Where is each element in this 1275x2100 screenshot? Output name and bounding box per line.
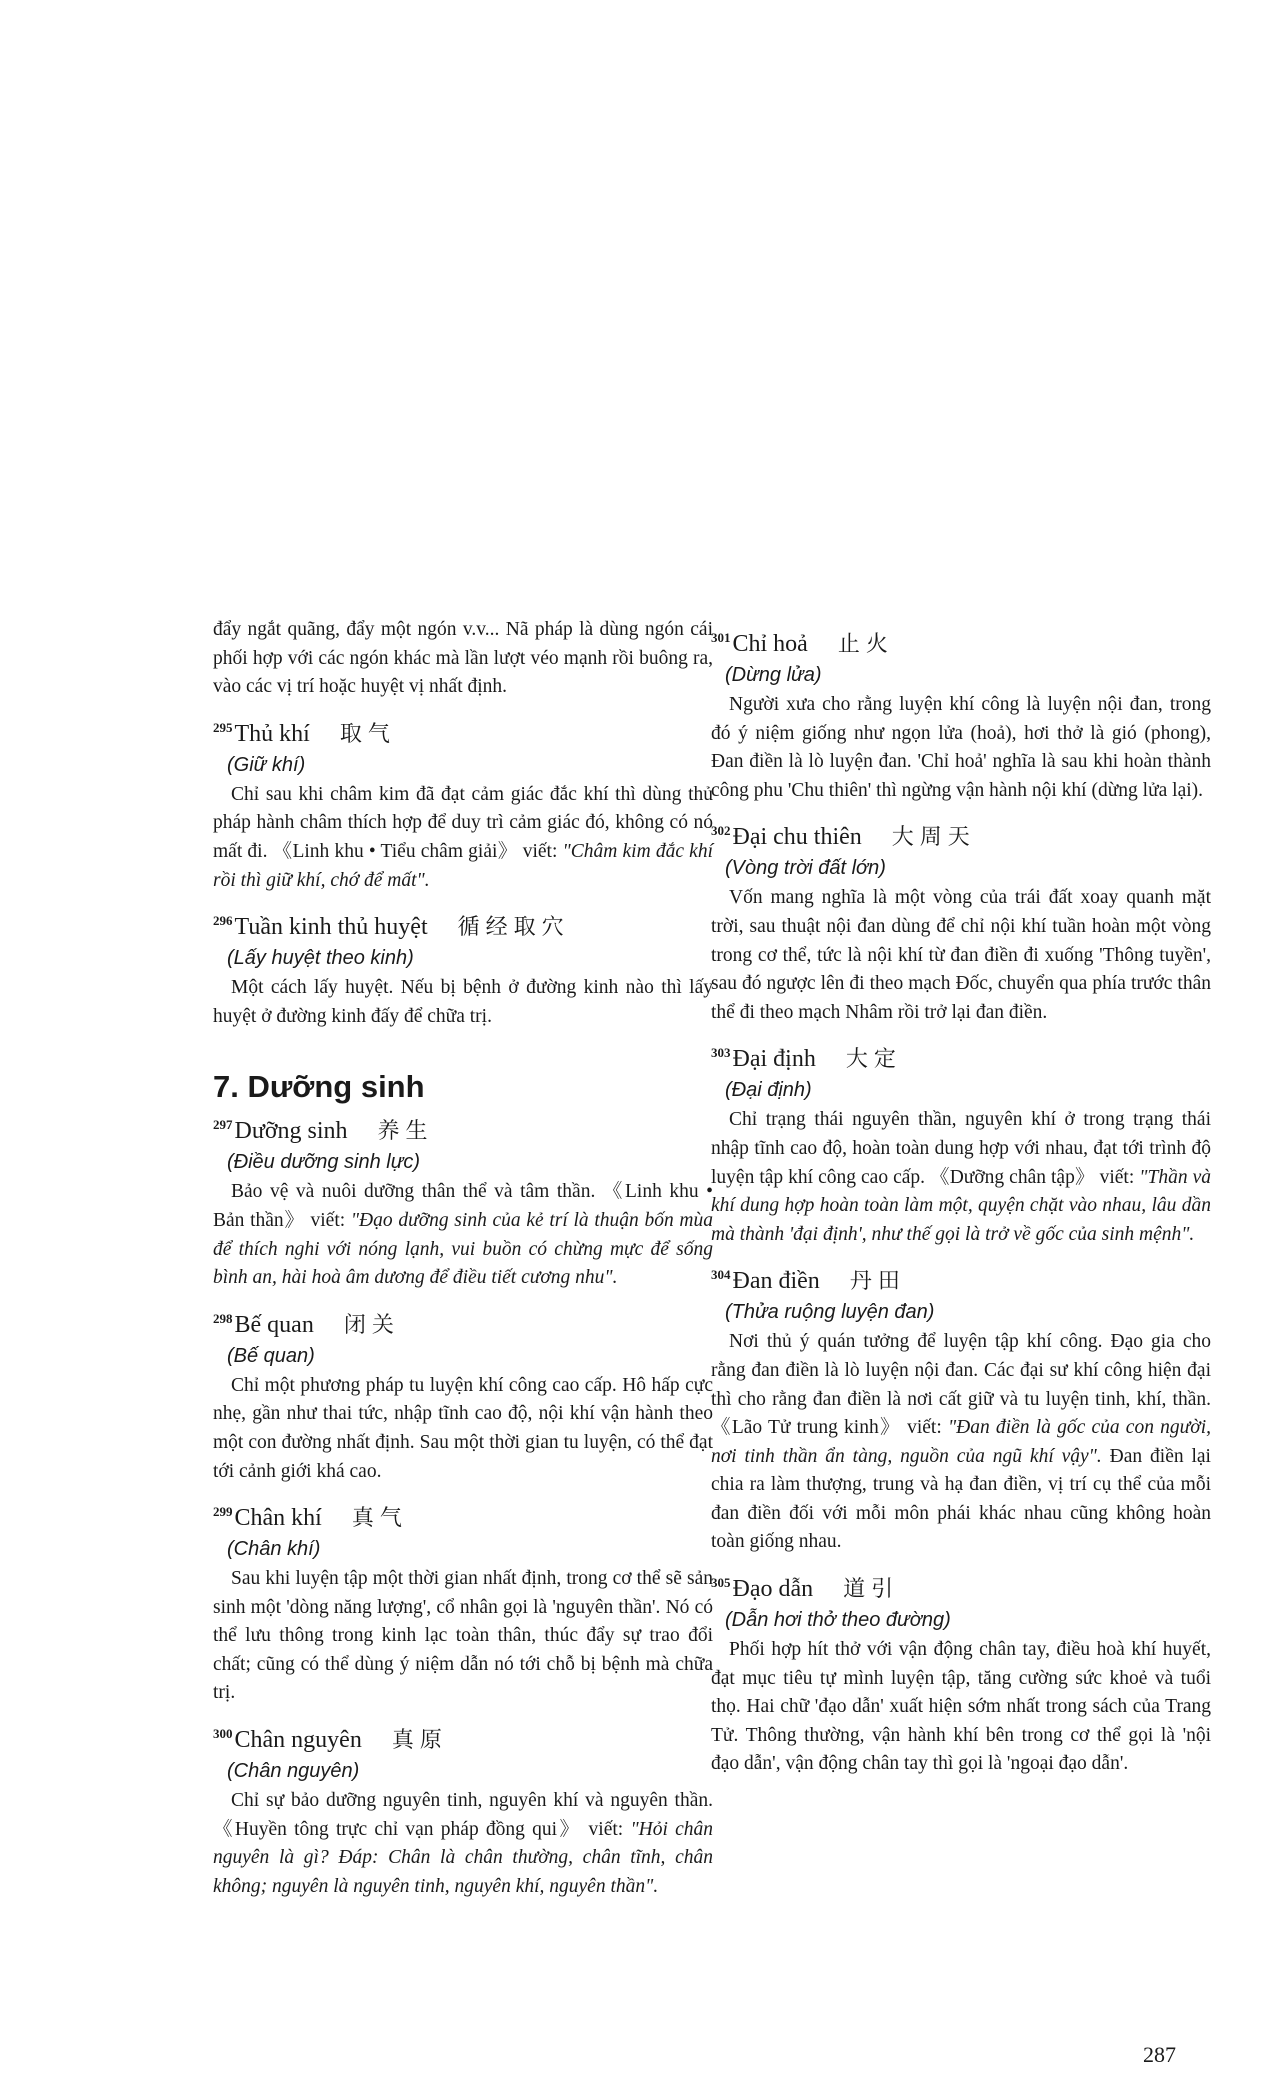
entry-305 xyxy=(711,1567,1211,1779)
entry-subtitle: (Giữ khí) xyxy=(227,753,306,776)
entry-title: Chỉ hoả xyxy=(732,631,808,657)
entry-body-text: Chỉ sự bảo dưỡng nguyên tinh, nguyên khí và nguyên thần. 《Huyền tông trực chỉ vạn pháp đồng qui》 viết: xyxy=(213,1790,713,1840)
entry-title: Đại chu thiên xyxy=(732,824,862,851)
entry-297 xyxy=(213,1109,713,1292)
entry-han-characters: 真原 xyxy=(391,1728,448,1754)
entry-han-characters: 大定 xyxy=(845,1047,902,1073)
entry-han-characters: 道引 xyxy=(843,1577,900,1603)
entry-title: Chân khí xyxy=(234,1505,322,1532)
entry-subtitle: (Chân khí) xyxy=(227,1538,321,1561)
entry-body-text: Bảo vệ và nuôi dưỡng thân thể và tâm thần. 《Linh khu • Bản thần》 viết: xyxy=(213,1181,713,1231)
entry-han-characters: 止火 xyxy=(837,632,894,657)
entry-body: Phối hợp hít thở với vận động chân tay, điều hoà khí huyết, đạt mục tiêu tự mình luyện tập, tăng cường sức khoẻ và tuổi thọ. Hai chữ 'đạo dẫn' xuất hiện sớm nhất trong sách của Trang Tử. Thông thường, vận hành khí bên trong cơ thể gọi là 'nội đạo dẫn', vận động chân tay thì gọi là 'ngoại đạo dẫn'. xyxy=(711,1639,1211,1775)
entry-body-text: Chỉ trạng thái nguyên thần, nguyên khí ở trong trạng thái nhập tĩnh cao độ, hoàn toàn dung hợp với nhau, đạt tới trình độ luyện tập khí công cao cấp. 《Dưỡng chân tập》 viết: xyxy=(711,1109,1211,1188)
entry-number: 301 xyxy=(711,630,731,645)
entry-number: 299 xyxy=(213,1504,233,1520)
right-column xyxy=(711,616,1211,1779)
entry-body xyxy=(213,1178,713,1292)
entry-304 xyxy=(711,1259,1211,1557)
left-column xyxy=(213,616,713,1901)
entry-295 xyxy=(213,712,713,895)
entry-han-characters: 养生 xyxy=(377,1119,434,1145)
entry-body: Người xưa cho rằng luyện khí công là luyện nội đan, trong đó ý niệm giống như ngọn lửa (hoả), hơi thở là gió (phong), Đan điền là lò luyện đan. 'Chỉ hoả' nghĩa là sau khi hoàn thành công phu 'Chu thiên' thì ngừng vận hành nội khí (dừng lửa lại). xyxy=(711,694,1211,801)
entry-han-characters: 真气 xyxy=(351,1506,408,1532)
entry-number: 296 xyxy=(213,913,233,929)
entry-title: Đại định xyxy=(732,1046,816,1073)
entry-quote: "Thần và khí dung hợp hoàn toàn làm một, quyện chặt vào nhau, lâu dần mà thành 'đại định', như thế gọi là trở về gốc của sinh mệnh". xyxy=(711,1166,1211,1245)
entry-body xyxy=(711,1106,1211,1249)
entry-title: Thủ khí xyxy=(234,720,310,747)
entry-han-characters: 丹田 xyxy=(849,1269,906,1295)
intro-paragraph: đẩy ngắt quãng, đẩy một ngón v.v... Nã pháp là dùng ngón cái phối hợp với các ngón khác mà lần lượt véo mạnh rồi buông ra, vào các vị trí hoặc huyệt vị nhất định. xyxy=(213,619,713,698)
entry-299 xyxy=(213,1496,713,1708)
entry-number: 300 xyxy=(213,1726,233,1742)
entry-han-characters: 大周天 xyxy=(891,825,976,851)
entry-title: Bế quan xyxy=(234,1311,314,1338)
entry-number: 297 xyxy=(213,1117,233,1133)
entry-subtitle: (Chân nguyên) xyxy=(227,1760,360,1783)
entry-subtitle: (Dừng lửa) xyxy=(725,664,822,686)
entry-quote: "Đạo dưỡng sinh của kẻ trí là thuận bốn mùa để thích nghi với nóng lạnh, vui buồn có chừng mực để sống bình an, hài hoà âm dương để điều tiết cương nhu". xyxy=(213,1209,713,1289)
entry-number: 304 xyxy=(711,1267,731,1283)
entry-subtitle: (Bế quan) xyxy=(227,1344,315,1367)
entry-body xyxy=(711,1328,1211,1557)
entry-number: 303 xyxy=(711,1045,731,1061)
entry-title: Đan điền xyxy=(732,1268,820,1295)
entry-title: Tuần kinh thủ huyệt xyxy=(234,914,428,941)
entry-quote: "Châm kim đắc khí rồi thì giữ khí, chớ để mất". xyxy=(213,840,713,891)
entry-302 xyxy=(711,815,1211,1027)
entry-300 xyxy=(213,1718,713,1901)
entry-301 xyxy=(711,622,1211,805)
entry-number: 298 xyxy=(213,1310,233,1326)
entry-subtitle: (Điều dưỡng sinh lực) xyxy=(227,1151,421,1174)
entry-han-characters: 闭关 xyxy=(343,1312,400,1338)
entry-han-characters: 取气 xyxy=(339,721,396,747)
entry-body: Vốn mang nghĩa là một vòng của trái đất xoay quanh mặt trời, sau thuật nội đan dùng để chỉ nội khí tuần hoàn một vòng trong cơ thể, tức là nội khí từ đan điền đi xuống 'Thông tuyền', sau đó ngược lên đi theo mạch Đốc, chuyển qua phía trước thân thể đi theo mạch Nhâm rồi trở lại đan điền. xyxy=(711,887,1211,1023)
entry-body: Sau khi luyện tập một thời gian nhất định, trong cơ thể sẽ sản sinh một 'dòng năng lượng', cổ nhân gọi là 'nguyên thần'. Nó có thể lưu thông trong kinh lạc toàn thân, thúc đẩy sự trao đổi chất; cũng có thể dùng ý niệm dẫn nó tới chỗ bị bệnh mà chữa trị. xyxy=(213,1568,713,1704)
entry-title: Đạo dẫn xyxy=(732,1576,814,1603)
entry-subtitle: (Vòng trời đất lớn) xyxy=(725,857,886,880)
entry-subtitle: (Thửa ruộng luyện đan) xyxy=(725,1301,935,1324)
entry-quote: "Đan điền là gốc của con người, nơi tinh thần ẩn tàng, nguồn của ngũ khí vậy". xyxy=(711,1417,1211,1467)
entry-body-text-continued: Đan điền lại chia ra làm thượng, trung và hạ đan điền, vị trí cụ thể của mỗi đan điền đối với mỗi môn phái khác nhau cũng không hoàn toàn giống nhau. xyxy=(711,1445,1211,1553)
entry-body: Chỉ một phương pháp tu luyện khí công cao cấp. Hô hấp cực nhẹ, gần như thai tức, nhập tĩnh cao độ, nội khí vận hành theo một con đường nhất định. Sau một thời gian tu luyện, có thể đạt tới cảnh giới khá cao. xyxy=(213,1374,713,1482)
entry-number: 305 xyxy=(711,1575,731,1591)
entry-subtitle: (Lấy huyệt theo kinh) xyxy=(227,947,414,970)
entry-title: Chân nguyên xyxy=(234,1727,362,1754)
entry-body xyxy=(213,1787,713,1901)
page-number: 287 xyxy=(1143,2042,1176,2067)
entry-body xyxy=(213,781,713,895)
entry-body: Một cách lấy huyệt. Nếu bị bệnh ở đường kinh nào thì lấy huyệt ở đường kinh đấy để chữa trị. xyxy=(213,977,713,1027)
entry-title: Dưỡng sinh xyxy=(234,1118,348,1145)
section-title: 7. Dưỡng sinh xyxy=(213,1069,425,1105)
entry-han-characters: 循经取穴 xyxy=(457,915,570,941)
entry-number: 302 xyxy=(711,823,731,839)
entry-body-text: Chỉ sau khi châm kim đã đạt cảm giác đắc khí thì dùng thủ pháp hành châm thích hợp để duy trì cảm giác đó, không có nó mất đi. 《Linh khu • Tiểu châm giải》 viết: xyxy=(213,783,713,862)
entry-296 xyxy=(213,905,713,1031)
entry-298 xyxy=(213,1303,713,1486)
entry-subtitle: (Dẫn hơi thở theo đường) xyxy=(725,1609,951,1632)
entry-subtitle: (Đại định) xyxy=(725,1079,812,1102)
entry-quote: "Hỏi chân nguyên là gì? Đáp: Chân là chân thường, chân tĩnh, chân không; nguyên là nguyên tinh, nguyên khí, nguyên thần". xyxy=(213,1818,714,1897)
entry-body-text: Nơi thủ ý quán tưởng để luyện tập khí công. Đạo gia cho rằng đan điền là lò luyện nội đan. Các đại sư khí công hiện đại thì cho rằng đan điền là nơi cất giữ và tu luyện tinh, khí, thần. 《Lão Tử trung kinh》 viết: xyxy=(711,1331,1211,1439)
entry-303 xyxy=(711,1037,1211,1249)
entry-number: 295 xyxy=(213,719,233,735)
